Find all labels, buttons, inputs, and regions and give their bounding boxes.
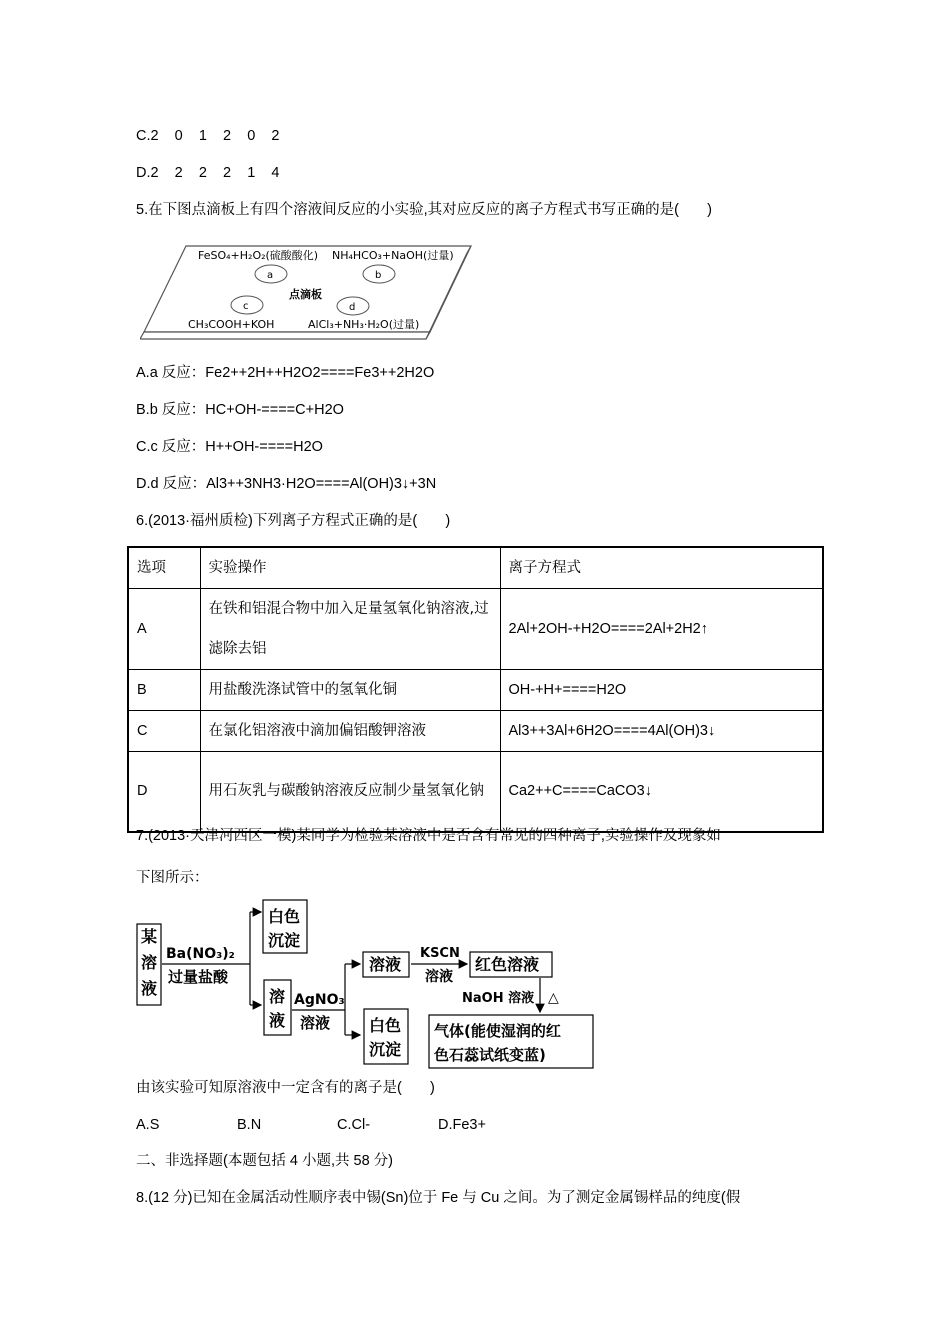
q7-stem-line1: 7.(2013·天津河西区一模)某同学为检验某溶液中是否含有常见的四种离子,实验操作及现象如	[136, 828, 721, 844]
table-row	[128, 711, 823, 752]
q7-flow-diagram	[134, 898, 596, 1072]
q4-option-c: C.2 0 1 2 0 2	[136, 128, 280, 144]
q7-option-b: B.N	[237, 1117, 262, 1133]
q5-option-b: B.b 反应：HC+OH-====C+H2O	[136, 402, 344, 418]
reagent2-bottom: 溶液	[300, 1014, 331, 1032]
q5-stem: 5.在下图点滴板上有四个溶液间反应的小实验,其对应反应的离子方程式书写正确的是( )	[136, 202, 712, 218]
q4-option-d: D.2 2 2 2 1 4	[136, 165, 280, 181]
reagent4-label: NaOH 溶液	[462, 991, 535, 1006]
solution2-label: 溶液	[369, 955, 402, 974]
heat-symbol: △	[548, 990, 559, 1006]
q5-option-a: A.a 反应：Fe2++2H++H2O2====Fe3++2H2O	[136, 365, 435, 381]
table-row	[128, 670, 823, 711]
q6-options-table	[127, 546, 824, 833]
q7-option-d: D.Fe3+	[438, 1117, 486, 1133]
solution1-char-2: 液	[269, 1011, 286, 1030]
q6-stem: 6.(2013·福州质检)下列离子方程式正确的是( )	[136, 513, 451, 529]
well-b-label: b	[375, 270, 382, 281]
header-option: 选项	[128, 547, 200, 589]
reagent1-bottom: 过量盐酸	[168, 968, 229, 986]
section-2-heading: 二、非选择题(本题包括 4 小题,共 58 分)	[136, 1153, 393, 1169]
white-ppt1-line2: 沉淀	[268, 931, 301, 950]
white-ppt2-line2: 沉淀	[369, 1040, 402, 1059]
reaction-b-label: NH₄HCO₃+NaOH(过量)	[332, 249, 454, 262]
q7-question: 由该实验可知原溶液中一定含有的离子是( )	[136, 1080, 435, 1096]
q5-option-d: D.d 反应：Al3++3NH3·H2O====Al(OH)3↓+3N	[136, 476, 437, 492]
row-operation: 用盐酸洗涤试管中的氢氧化铜	[200, 670, 500, 711]
gas-line1: 气体(能使湿润的红	[434, 1022, 561, 1040]
q7-option-a: A.S	[136, 1117, 160, 1133]
reagent3-top: KSCN	[420, 946, 460, 961]
solution1-char-1: 溶	[269, 987, 286, 1006]
reagent3-bottom: 溶液	[425, 969, 453, 985]
white-ppt1-line1: 白色	[268, 907, 301, 926]
q7-option-c: C.Cl-	[337, 1117, 371, 1133]
plate-center-label: 点滴板	[289, 288, 322, 301]
well-d-label: d	[349, 302, 356, 313]
header-operation: 实验操作	[200, 547, 500, 589]
well-a-label: a	[267, 270, 274, 281]
start-char-2: 溶	[141, 953, 158, 972]
row-operation: 在铁和铝混合物中加入足量氢氧化钠溶液,过滤除去铝	[200, 589, 500, 670]
q7-stem-line2: 下图所示：	[136, 870, 209, 886]
red-solution-label: 红色溶液	[475, 955, 540, 974]
start-char-3: 液	[141, 979, 158, 998]
table-row	[128, 589, 823, 670]
row-option: B	[128, 670, 200, 711]
row-operation: 在氯化铝溶液中滴加偏铝酸钾溶液	[200, 711, 500, 752]
reaction-d-label: AlCl₃+NH₃·H₂O(过量)	[308, 318, 420, 331]
row-equation: Al3++3Al+6H2O====4Al(OH)3↓	[500, 711, 823, 752]
table-header-row	[128, 547, 823, 589]
row-option: C	[128, 711, 200, 752]
table-row	[128, 752, 823, 832]
reagent2-top: AgNO₃	[294, 992, 345, 1008]
row-equation: 2Al+2OH-+H2O====2Al+2H2↑	[500, 589, 823, 670]
q8-stem: 8.(12 分)已知在金属活动性顺序表中锡(Sn)位于 Fe 与 Cu 之间。为了测定金属锡样品的纯度(假	[136, 1190, 741, 1206]
gas-line2: 色石蕊试纸变蓝)	[434, 1046, 546, 1064]
start-char-1: 某	[141, 927, 158, 946]
header-equation: 离子方程式	[500, 547, 823, 589]
row-equation: OH-+H+====H2O	[500, 670, 823, 711]
row-operation: 用石灰乳与碳酸钠溶液反应制少量氢氧化钠	[200, 752, 500, 832]
row-option: D	[128, 752, 200, 832]
q5-spot-plate-figure	[140, 240, 475, 342]
reaction-c-label: CH₃COOH+KOH	[188, 318, 275, 331]
reaction-a-label: FeSO₄+H₂O₂(硫酸酸化)	[198, 249, 319, 262]
q5-option-c: C.c 反应：H++OH-====H2O	[136, 439, 323, 455]
white-ppt2-line1: 白色	[369, 1016, 402, 1035]
row-equation: Ca2++C====CaCO3↓	[500, 752, 823, 832]
row-option: A	[128, 589, 200, 670]
well-c-label: c	[243, 301, 249, 312]
reagent1-top: Ba(NO₃)₂	[166, 946, 235, 962]
